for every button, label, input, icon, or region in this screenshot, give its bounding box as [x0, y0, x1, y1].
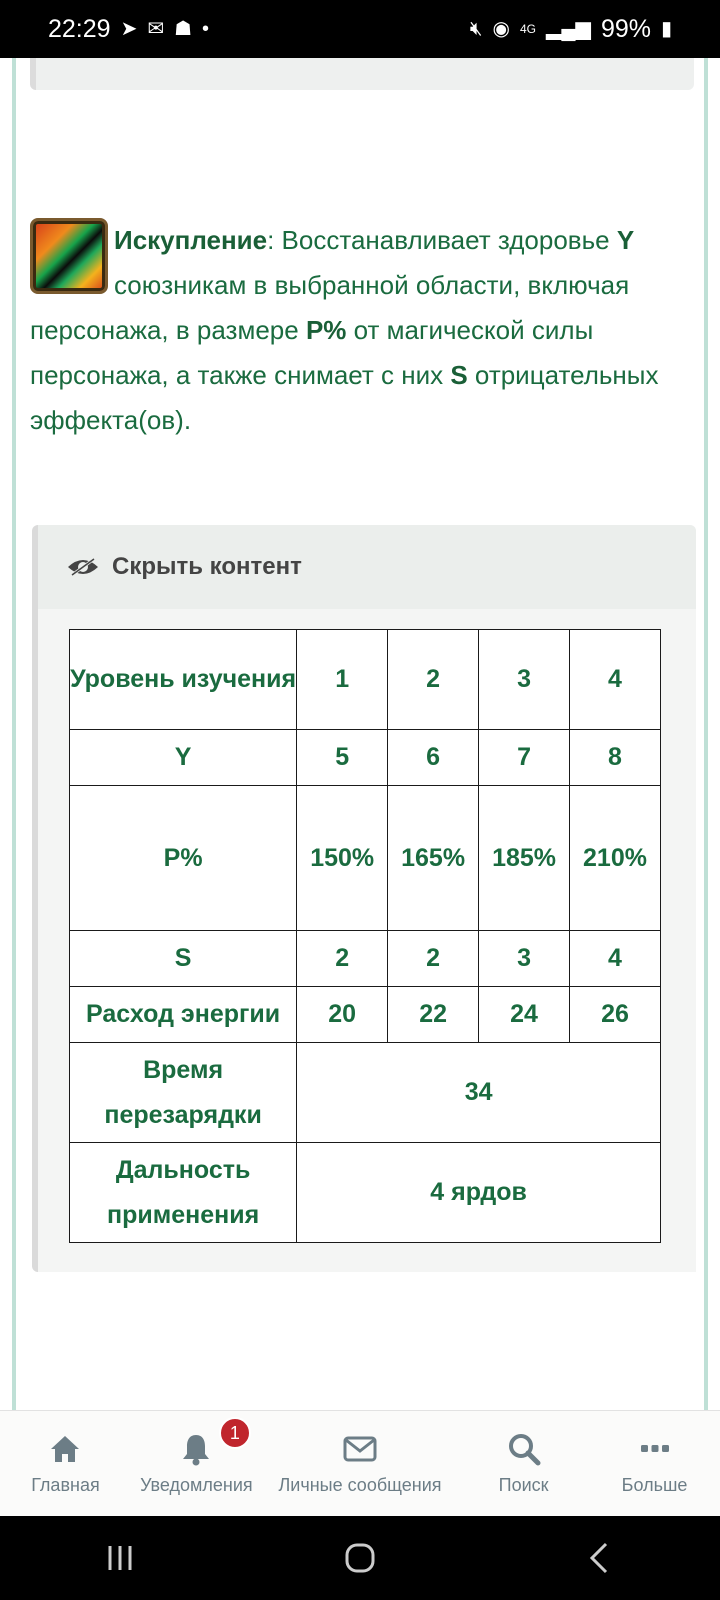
- table-row: [70, 1043, 661, 1143]
- table-cell: 2: [297, 931, 388, 987]
- row-label-s: S: [70, 931, 297, 987]
- skill-icon: [30, 218, 108, 294]
- nav-more[interactable]: [589, 1411, 720, 1516]
- spoiler-block: [32, 525, 696, 1272]
- table-cell: 185%: [479, 786, 570, 931]
- nav-label: Главная: [31, 1475, 100, 1495]
- table-row: [70, 1143, 661, 1243]
- skill-text-2: союзникам в выбранной области, включая персонажа, в размере: [30, 270, 630, 345]
- game-icon: ☗: [174, 18, 193, 40]
- table-cell: 5: [297, 730, 388, 786]
- nav-home[interactable]: [0, 1411, 131, 1516]
- back-icon[interactable]: [580, 1538, 620, 1578]
- bell-icon: [178, 1431, 214, 1467]
- table-row: [70, 786, 661, 931]
- table-cell: 4: [570, 931, 661, 987]
- level-2: 2: [388, 630, 479, 730]
- table-cell: 24: [479, 987, 570, 1043]
- spoiler-label: Скрыть контент: [112, 553, 302, 580]
- search-icon: [506, 1431, 542, 1467]
- table-row: [70, 987, 661, 1043]
- previous-spoiler-block: [30, 58, 694, 90]
- table-cell: 8: [570, 730, 661, 786]
- table-cell: 210%: [570, 786, 661, 931]
- status-bar: [0, 0, 720, 58]
- skill-text-1: : Восстанавливает здоровье: [267, 225, 617, 255]
- table-row: [70, 931, 661, 987]
- skill-text-4: отрицательных эффекта(ов).: [30, 360, 659, 435]
- recents-icon[interactable]: [100, 1538, 140, 1578]
- eye-slash-icon: [66, 557, 100, 577]
- signal-icon: ▂▄▆: [546, 18, 591, 40]
- cooldown-label: Время перезарядки: [70, 1043, 297, 1143]
- row-label-y: Y: [70, 730, 297, 786]
- level-label: Уровень изучения: [70, 630, 297, 730]
- nav-label: Уведомления: [140, 1475, 253, 1495]
- skill-var-y: Y: [616, 225, 635, 255]
- stats-table: [69, 629, 661, 1243]
- skill-name: Искупление: [114, 225, 268, 255]
- table-cell: 3: [479, 931, 570, 987]
- network-label: 4G: [519, 22, 536, 36]
- mute-icon: 🔇︎: [469, 18, 483, 40]
- skill-var-p: P%: [305, 315, 347, 345]
- table-cell: 22: [388, 987, 479, 1043]
- gmail-icon: ✉: [147, 18, 165, 40]
- home-icon: [47, 1431, 83, 1467]
- nav-label: Поиск: [498, 1475, 549, 1495]
- notification-badge: 1: [219, 1417, 251, 1449]
- table-row: [70, 630, 661, 730]
- home-button-icon[interactable]: [340, 1538, 380, 1578]
- battery-label: 99%: [600, 14, 651, 43]
- content-area: [12, 58, 708, 1410]
- table-cell: 20: [297, 987, 388, 1043]
- table-row: [70, 730, 661, 786]
- range-label: Дальность применения: [70, 1143, 297, 1243]
- bottom-nav: [0, 1410, 720, 1516]
- skill-text-3: от магической силы персонажа, а также снимает с них: [30, 315, 594, 390]
- table-cell: 150%: [297, 786, 388, 931]
- row-label-energy: Расход энергии: [70, 987, 297, 1043]
- nav-label: Больше: [621, 1475, 688, 1495]
- level-3: 3: [479, 630, 570, 730]
- more-icon: [637, 1431, 673, 1467]
- system-nav-bar: [0, 1516, 720, 1600]
- status-time: 22:29: [48, 14, 111, 43]
- skill-var-s: S: [450, 360, 468, 390]
- table-cell: 7: [479, 730, 570, 786]
- telegram-icon: ➤: [120, 18, 138, 40]
- table-cell: 6: [388, 730, 479, 786]
- battery-icon: ▮: [660, 18, 672, 40]
- nav-messages[interactable]: [262, 1411, 458, 1516]
- row-label-p: P%: [70, 786, 297, 931]
- table-cell: 26: [570, 987, 661, 1043]
- spoiler-toggle[interactable]: [38, 525, 696, 609]
- level-4: 4: [570, 630, 661, 730]
- envelope-icon: [342, 1431, 378, 1467]
- nav-search[interactable]: [458, 1411, 589, 1516]
- nav-notifications[interactable]: [131, 1411, 262, 1516]
- table-cell: 165%: [388, 786, 479, 931]
- nav-label: Личные сообщения: [278, 1475, 442, 1495]
- range-value: 4 ярдов: [297, 1143, 661, 1243]
- spoiler-body: [38, 609, 696, 1272]
- table-cell: 2: [388, 931, 479, 987]
- level-1: 1: [297, 630, 388, 730]
- cooldown-value: 34: [297, 1043, 661, 1143]
- hotspot-icon: ◉: [492, 18, 510, 40]
- dot-icon: •: [202, 18, 210, 40]
- skill-description: [30, 218, 702, 443]
